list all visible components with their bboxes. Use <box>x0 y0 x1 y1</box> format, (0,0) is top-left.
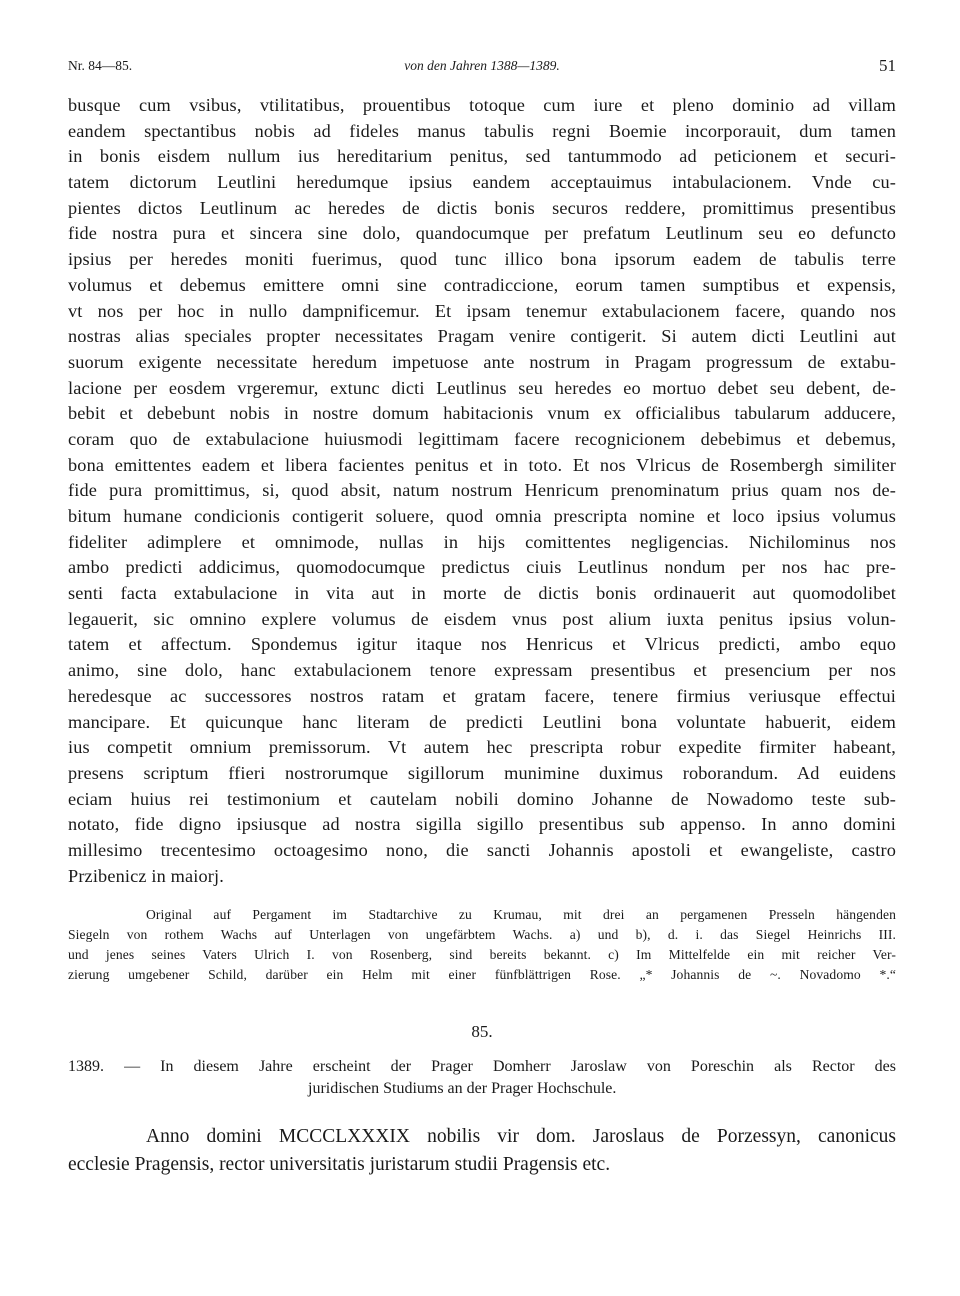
text-line: notato, fide digno ipsiusque ad nostra sigilla sigillo presentibus sub appenso. In anno domini <box>68 814 896 835</box>
text-line: legauerit, sic omnino explere volumus de eisdem vnus post alium iuxta penitus ipsius volun- <box>68 608 896 629</box>
text-line: lacione per eosdem vrgeremur, extunc dicti Leutlinus seu heredes eo mortuo debet seu debent, de- <box>68 377 896 398</box>
text-line: bitum humane condicionis contigerit soluere, quod omnia prescripta nomine et loco ipsius volumus <box>68 506 896 526</box>
summary-line: 1389. — In diesem Jahre erscheint der Prager Domherr Jaroslaw von Poreschin als Rector des <box>68 1057 896 1075</box>
excerpt-line: ecclesie Pragensis, rector universitatis juristarum studii Pragensis etc. <box>68 1153 611 1175</box>
text-line: coram quo de extabulacione huiusmodi legittimam facere recognicionem debebimus et debemus, <box>68 428 896 449</box>
document-excerpt <box>68 1123 896 1179</box>
text-line: bebit et debebunt nobis in nostre domum habitacionis vnum ex officialibus tabularum adducere, <box>68 403 896 424</box>
text-line: animo, sine dolo, hanc extabulacionem tenore expressam presentibus et presencium per nos <box>68 660 896 681</box>
charter-text <box>68 93 896 889</box>
document-summary <box>68 1056 896 1101</box>
text-line: vt nos per hoc in nullo dampnificemur. Et ipsam tenemur extabulacionem facere, quando nos <box>68 300 896 321</box>
text-line: Przibenicz in maiorj. <box>68 865 224 886</box>
text-line: suorum exigente necessitate heredum impetuose ante nostrum in Pragam progressum de extabu- <box>68 351 896 372</box>
text-line: in bonis eisdem nullum ius hereditarium penitus, sed tantummodo ad peticionem et securi- <box>68 146 896 167</box>
text-line: fide nostra pura et sincera sine dolo, quandocumque per prefatum Leutlinum seu eo defuncto <box>68 223 896 244</box>
text-line: tatem et affectum. Spondemus igitur itaque nos Henricus et Vlricus predicti, ambo equo <box>68 634 896 655</box>
document-page <box>68 52 896 1179</box>
text-line: presens scriptum ffieri nostrorumque sigillorum munimine duximus roborandum. Ad euidens <box>68 762 896 783</box>
text-line: millesimo trecentesimo octoagesimo nono, die sancti Johannis apostoli et ewangeliste, castro <box>68 839 896 860</box>
text-line: fide pura promittimus, si, quod absit, natum nostrum Henricum prenominatum prius quam nos de- <box>68 480 896 501</box>
text-line: ambo predicti addicimus, quomodocumque predictus ciuis Leutlinus nondum per nos hac pre- <box>68 557 896 578</box>
text-line: bona emittentes eadem et libera facientes penitus et in toto. Et nos Vlricus de Rosembergh similiter <box>68 454 896 475</box>
text-line: mancipare. Et quicunque hanc literam de predicti Leutlini bona voluntate habuerit, eidem <box>68 711 896 732</box>
footnote-line: Original auf Pergament im Stadtarchive zu Krumau, mit drei an pergamenen Presseln hängenden <box>146 907 896 923</box>
footnote-line: und jenes seines Vaters Ulrich I. von Rosenberg, sind bereits bekannt. c) Im Mittelfelde ein mit reicher Ver- <box>68 946 896 962</box>
text-line: eandem spectantibus nobis ad fideles manus tabulis regni Boemie incorporauit, dum tamen <box>68 120 896 141</box>
text-line: fideliter adimplere et omnimode, nullas in hijs comittentes negligencias. Nichilominus nos <box>68 531 896 552</box>
source-footnote <box>68 905 896 984</box>
text-line: eciam huius rei testimonium et cautelam nobili domino Johanne de Nowadomo teste sub- <box>68 788 896 809</box>
text-line: volumus et debemus emittere omni sine contradiccione, eorum tamen sumptibus et expensis, <box>68 274 896 295</box>
text-line: nostras alias speciales propter necessitates Pragam venire contigerit. Si autem dicti Leutlini aut <box>68 326 896 347</box>
text-line: busque cum vsibus, vtilitatibus, prouentibus totoque cum iure et pleno dominio ad villam <box>68 95 896 115</box>
text-line: heredesque ac successores nostros ratam et gratam facere, tenere firmius veriusque effectui <box>68 685 896 706</box>
summary-line: juridischen Studiums an der Prager Hochschule. <box>308 1080 617 1097</box>
excerpt-line: Anno domini MCCCLXXXIX nobilis vir dom. Jaroslaus de Porzessyn, canonicus <box>146 1125 896 1147</box>
footnote-line: Siegeln von rothem Wachs auf Unterlagen von ungefärbtem Wachs. a) und b), d. i. das Siegel Heinrichs III. <box>68 927 896 943</box>
page-number: 51 <box>879 56 896 75</box>
text-line: pientes dictos Leutlinum ac heredes de dictis bonis securos reddere, promittimus presentibus <box>68 197 896 218</box>
running-title: von den Jahren 1388—1389. <box>404 58 560 73</box>
text-line: senti facta extabulacione in vita aut in morte de dictis bonis ordinauerit aut quomodolibet <box>68 583 896 604</box>
text-line: ipsius per heredes moniti fuerimus, quod tunc illico bona ipsorum eadem de tabulis terre <box>68 249 896 270</box>
text-line: ius competit omnium premissorum. Vt autem hec prescripta robur expedite firmiter habeant, <box>68 737 896 758</box>
document-range-label: Nr. 84—85. <box>68 58 133 73</box>
document-number: 85. <box>471 1021 493 1041</box>
running-header <box>68 52 896 80</box>
text-line: tatem dictorum Leutlini heredumque ipsius eandem acceptauimus intabulacionem. Vnde cu- <box>68 172 896 193</box>
footnote-line: zierung umgebener Schild, darüber ein Helm mit einer fünfblättrigen Rose. „* Johannis de ~. Novadomo *.“ <box>68 966 896 982</box>
